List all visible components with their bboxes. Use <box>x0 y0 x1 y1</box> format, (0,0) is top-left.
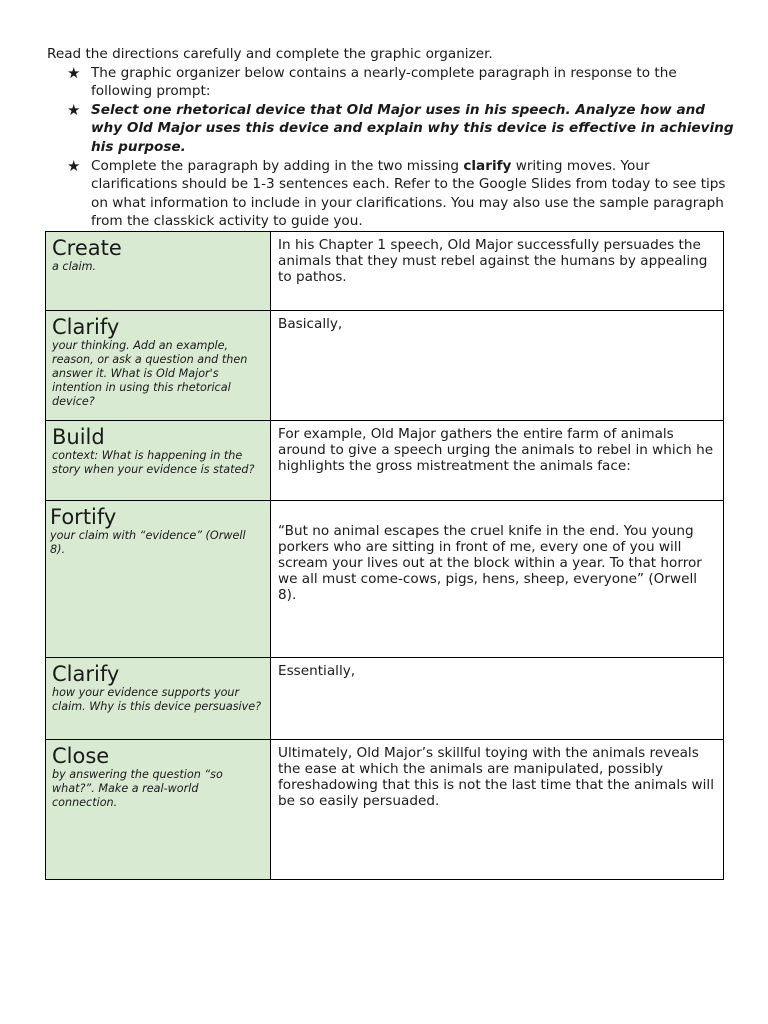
star-icon: ★ <box>67 100 81 119</box>
move-title: Clarify <box>52 315 120 339</box>
move-title: Close <box>52 744 110 768</box>
move-title: Create <box>52 236 122 260</box>
direction-text-start: Complete the paragraph by adding in the two missing <box>91 157 464 174</box>
move-title: Clarify <box>52 662 120 686</box>
direction-item <box>47 157 737 231</box>
direction-item <box>47 64 737 101</box>
move-label-cell <box>46 232 271 311</box>
move-content-cell[interactable]: Essentially, <box>271 658 724 740</box>
organizer-row-clarify-1 <box>46 311 724 421</box>
move-description: by answering the question “so what?”. Make a real-world connection. <box>52 768 223 809</box>
move-title: Fortify <box>50 505 117 529</box>
organizer-row-fortify <box>46 501 724 658</box>
directions <box>47 45 737 231</box>
organizer-row-clarify-2 <box>46 658 724 740</box>
move-description: your thinking. Add an example, reason, or ask a question and then answer it. What is Old Major's intention in using this rhetorical device? <box>52 339 248 408</box>
direction-text: The graphic organizer below contains a nearly-complete paragraph in response to the following prompt: <box>91 64 677 100</box>
move-description: context: What is happening in the story when your evidence is stated? <box>52 449 255 476</box>
move-title: Build <box>52 425 105 449</box>
move-content-cell[interactable]: Basically, <box>271 311 724 421</box>
direction-item-prompt <box>47 101 737 157</box>
move-label-cell <box>46 311 271 421</box>
organizer-row-close <box>46 740 724 880</box>
move-description: your claim with “evidence” (Orwell 8). <box>50 529 246 556</box>
move-description: how your evidence supports your claim. Why is this device persuasive? <box>52 686 262 713</box>
move-label-cell <box>46 501 271 658</box>
directions-intro: Read the directions carefully and complete the graphic organizer. <box>47 46 493 62</box>
direction-text-end: writing moves. Your clarifications should be 1-3 sentences each. Refer to the Google Slides from today to see tips on what information to include in your clarifications. You may also use the sample paragraph from the classkick activity to guide you. <box>91 157 726 230</box>
star-icon: ★ <box>67 156 81 175</box>
move-description: a claim. <box>52 260 97 273</box>
move-label-cell <box>46 658 271 740</box>
graphic-organizer <box>45 231 724 880</box>
writing-prompt: Select one rhetorical device that Old Major uses in his speech. Analyze how and why Old Major uses this device and explain why this device is effective in achieving his purpose. <box>91 101 734 155</box>
move-label-cell <box>46 740 271 880</box>
move-label-cell <box>46 421 271 501</box>
move-content-cell[interactable]: “But no animal escapes the cruel knife in the end. You young porkers who are sitting in front of me, every one of you will scream your lives out at the block within a year. To that horror we all must come-cows, pigs, hens, sheep, everyone” (Orwell 8). <box>271 501 724 658</box>
move-content-cell[interactable]: Ultimately, Old Major’s skillful toying with the animals reveals the ease at which the animals are manipulated, possibly foreshadowing that this is not the last time that the animals will be so easily persuaded. <box>271 740 724 880</box>
organizer-row-build <box>46 421 724 501</box>
direction-text-bold: clarify <box>463 157 512 174</box>
move-content-cell[interactable]: In his Chapter 1 speech, Old Major successfully persuades the animals that they must rebel against the humans by appealing to pathos. <box>271 232 724 311</box>
organizer-row-create <box>46 232 724 311</box>
directions-list <box>47 64 737 231</box>
star-icon: ★ <box>67 63 81 82</box>
move-content-cell[interactable]: For example, Old Major gathers the entire farm of animals around to give a speech urging the animals to rebel in which he highlights the gross mistreatment the animals face: <box>271 421 724 501</box>
